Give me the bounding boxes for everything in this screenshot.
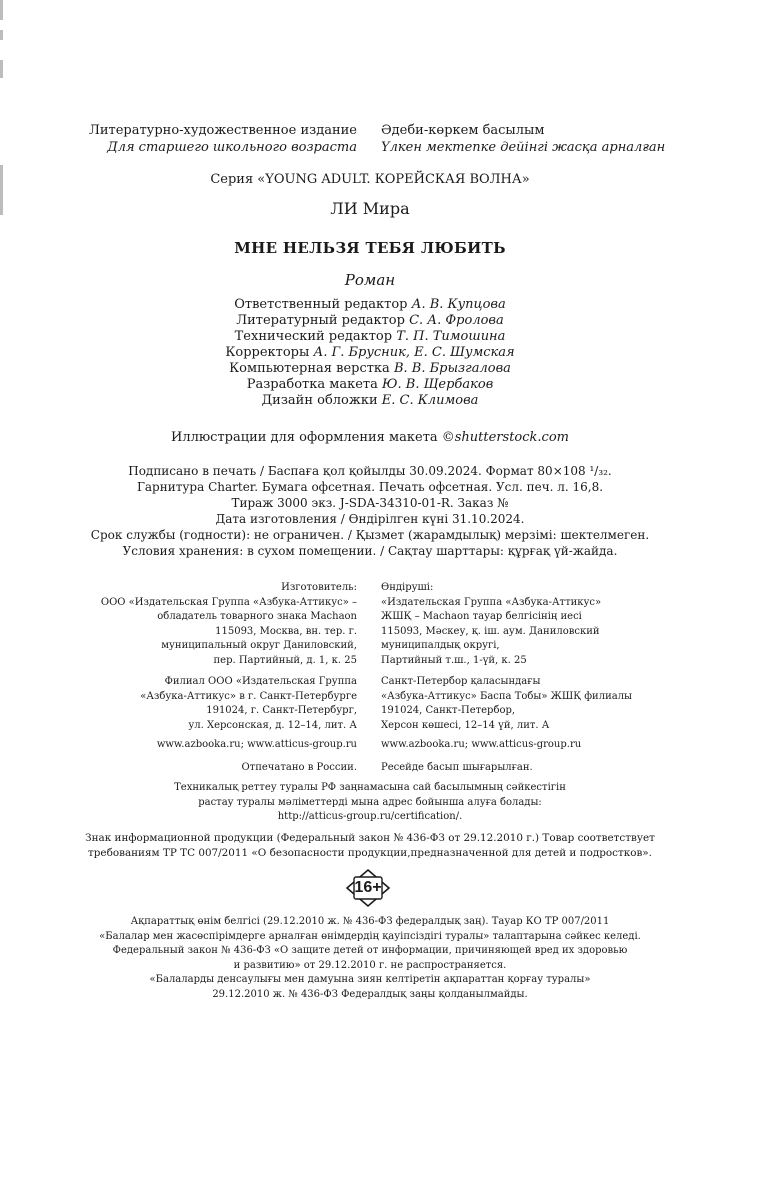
credit-line: Разработка макета Ю. В. Щербаков <box>246 377 494 392</box>
manufacturer-ru: Изготовитель: ООО «Издательская Группа «Азбука-Аттикус» – обладатель товарного знака Machaon 115093, Москва, вн. тер. г. муниципальный округ Даниловский, пер. Партийный, д. 1, к. 25 <box>100 582 357 666</box>
series-line: Серия «YOUNG ADULT. КОРЕЙСКАЯ ВОЛНА» <box>210 172 530 187</box>
print-info-line: Срок службы (годности): не ограничен. / Қызмет (жарамдылық) мерзімі: шектелмеген. <box>90 528 650 542</box>
age-group-kz: Үлкен мектепке дейінгі жасқа арналған <box>381 140 666 155</box>
age-group-ru: Для старшего школьного возраста <box>107 140 357 155</box>
print-info-line: Подписано в печать / Баспаға қол қойылды 30.09.2024. Формат 80×108 ¹/₃₂. <box>128 464 612 478</box>
branch-kz: Санкт-Петербор қаласындағы «Азбука-Аттикус» Баспа Тобы» ЖШҚ филиалы 191024, Санкт-Петербор, Херсон көшесі, 12–14 үй, лит. А <box>381 676 633 731</box>
websites-ru: www.azbooka.ru; www.atticus-group.ru <box>156 739 357 750</box>
credit-line: Корректоры А. Г. Брусник, Е. С. Шумская <box>225 345 515 360</box>
illustrations-credit: Иллюстрации для оформления макета ©shutterstock.com <box>171 430 569 445</box>
credits-list <box>0 297 740 409</box>
printed-in-ru: Отпечатано в России. <box>241 762 357 773</box>
kz-info-block: Ақпараттық өнім белгісі (29.12.2010 ж. № 436-ФЗ федералдық заң). Тауар КО ТР 007/2011 «Балалар мен жасөспірімдерге арналған өнімдердің қауіпсіздігі туралы» талаптарына сәйкес келеді. Федеральный закон № 436-ФЗ «О защите детей от информации, причиняющей вред их здоровью и развитию» от 29.12.2010 г. не распространяется. «Балаларды денсаулығы мен дамуына зиян келтіретін ақпараттан қорғау туралы» 29.12.2010 ж. № 436-ФЗ Федералдық заңы қолданылмайды. <box>99 916 641 1000</box>
author: ЛИ Мира <box>330 199 410 218</box>
age-rating-badge <box>344 868 392 908</box>
credit-line: Литературный редактор С. А. Фролова <box>236 313 504 328</box>
info-product-sign: Знак информационной продукции (Федеральный закон № 436-ФЗ от 29.12.2010 г.) Товар соответствует требованиям ТР ТС 007/2011 «О безопасности продукции,предназначенной для детей и подростков». <box>85 832 655 859</box>
tech-regulation: Техникалық реттеу туралы РФ заңнамасына сай басылымның сәйкестігін растау туралы мәліметтерді мына адрес бойынша алуға болады: http://atticus-group.ru/certification/. <box>174 782 566 822</box>
age-rating-label: 16+ <box>354 879 382 896</box>
print-info <box>0 463 740 559</box>
print-info-line: Дата изготовления / Өндірілген күні 31.10.2024. <box>215 512 525 526</box>
edition-type-ru: Литературно-художественное издание <box>89 123 357 138</box>
page-edge-mark <box>0 0 3 20</box>
printed-in-kz: Ресейде басып шығарылған. <box>381 762 533 773</box>
credit-line: Ответственный редактор А. В. Купцова <box>234 297 506 312</box>
book-title: МНЕ НЕЛЬЗЯ ТЕБЯ ЛЮБИТЬ <box>234 239 506 257</box>
page-edge-mark <box>0 30 3 40</box>
edition-type-kz: Әдеби-көркем басылым <box>381 123 545 138</box>
genre: Роман <box>344 271 396 289</box>
credit-line: Дизайн обложки Е. С. Климова <box>261 393 479 408</box>
credit-line: Компьютерная верстка В. В. Брызгалова <box>229 361 511 376</box>
print-info-line: Тираж 3000 экз. J-SDA-34310-01-R. Заказ № <box>231 496 509 510</box>
websites-kz: www.azbooka.ru; www.atticus-group.ru <box>381 739 582 750</box>
branch-ru: Филиал ООО «Издательская Группа «Азбука-Аттикус» в г. Санкт-Петербурге 191024, г. Санкт-Петербург, ул. Херсонская, д. 12–14, лит. А <box>140 676 357 731</box>
credit-line: Технический редактор Т. П. Тимошина <box>234 329 506 344</box>
manufacturer-kz: Өндіруші: «Издательская Группа «Азбука-Аттикус» ЖШҚ – Machaon тауар белгісінің иесі 115093, Мәскеу, қ. іш. аум. Даниловский муниципалдық округі, Партийный т.ш., 1-үй, к. 25 <box>381 582 602 666</box>
page-edge-mark <box>0 60 3 78</box>
print-info-line: Условия хранения: в сухом помещении. / Сақтау шарттары: құрғақ үй-жайда. <box>122 544 618 558</box>
print-info-line: Гарнитура Charter. Бумага офсетная. Печать офсетная. Усл. печ. л. 16,8. <box>136 480 604 494</box>
